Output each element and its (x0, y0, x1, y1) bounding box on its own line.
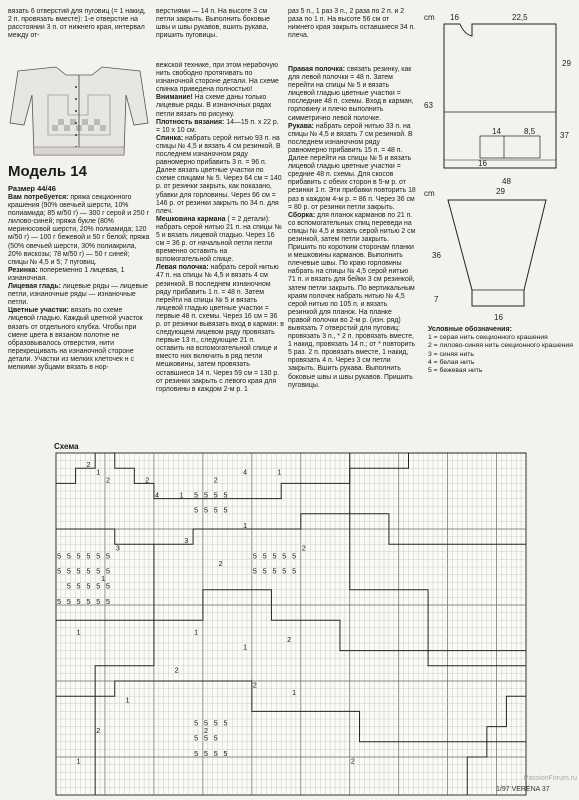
chart-color-label: 1 (179, 492, 184, 500)
schema-label: Схема (54, 442, 79, 451)
chart-symbol: 5 (213, 507, 218, 515)
paragraph-heading: Вам потребуется: (8, 194, 69, 201)
paragraph: Сборка: для планок карманов по 21 п. со вспомогательных спиц переведи на спицы № 4,5 и вязать серой нитью 2 см резинкой, затем петли закрыть. Пришить по коротким сторонам планки и мешковины карманов. Выполнить плечевые швы. По краю горловины набрать на спицы № 4,5 серой нитью 71 п. и вязать для бейки 3 см резинкой, затем петли закрыть. По вертикальным краям полочек набрать нитью № 4,5 серой нитью по 105 п. и вязать резинкой для планок. На планке правой полочки во 2-м р. (изн. ряд) вывязать 7 отверстий для пуговиц: провязать 3 п., * 2 п. провязать вместе, 1 накид, провязать 14 п.; от * повторить 5 раз. 2 п. провязать вместе, 1 накид, провязать 4 п. Через 3 см петли закрыть. Вшить рукава. Выполнить боковые швы и швы рукавов. Пришить пуговицы. (288, 211, 416, 389)
front-back-diagram (420, 8, 575, 186)
text-column-2-top: верстиями — 14 п. На высоте 3 см петли закрыть. Выполнить боковые швы и швы рукавов, вшить рукава, пришить пуговицы. (156, 8, 270, 40)
paragraph: Внимание! На схеме даны только лицевые ряды. В изнаночных рядах петли вязать по рисунку. (156, 94, 272, 118)
chart-symbol: 5 (194, 720, 199, 728)
chart-symbol: 5 (96, 598, 101, 606)
chart-color-label: 1 (243, 644, 248, 652)
text-column-3-top: раз 5 п., 1 раз 3 п., 2 раза по 2 п. и 2 раза по 1 п. На высоте 56 см от нижнего края закрыть оставшиеся 34 п. плеча. (288, 8, 416, 40)
diag2-bottom: 16 (494, 313, 503, 322)
chart-symbol: 5 (213, 720, 218, 728)
paragraph: Лицевая гладь: лицевые ряды — лицевые петли, изнаночные ряды — изнаночные петли. (8, 283, 148, 307)
paragraph: Левая полочка: набрать серой нитью 47 п. на спицы № 4,5 и вязать 4 см резинкой. В последнем изнаночном ряду прибавить 1 п. = 48 п. Затем перейти на спицы № 5 и вязать лицевой гладью цветные участки = первые 48 п. схемы. Через 16 см = 36 р. от резинки вывязать вход в карман: в следующем лицевом ряду провязать первые 13 п., следующие 21 п. оставить на вспомогательной спице и вместо них включить в ряд петли мешковины, затем провязать оставшиеся 14 п. Через 59 см = 130 р. от резинки закрыть с левого края для горловины в каждом 2-м р. 1 (156, 264, 284, 393)
paragraph-heading: Правая полочка: (288, 66, 346, 73)
paragraph: вежской технике, при этом нерабочую нить свободно протягивать по изнаночной стороне детали. На схеме спинка приведена полностью! (156, 62, 279, 94)
grid-lines (56, 453, 526, 795)
chart-symbol: 5 (203, 720, 208, 728)
chart-symbol: 5 (223, 720, 228, 728)
chart-color-label: 2 (213, 477, 218, 485)
paragraph-heading: Лицевая гладь: (8, 283, 61, 291)
chart-symbol: 5 (106, 598, 110, 606)
chart-symbol: 5 (57, 553, 61, 561)
chart-symbol: 5 (272, 568, 277, 576)
chart-symbol: 5 (194, 492, 199, 500)
diag1-top-left: 16 (450, 13, 459, 22)
chart-color-label: 3 (184, 538, 189, 546)
chart-symbol: 5 (223, 492, 228, 500)
chart-color-label: 4 (154, 492, 159, 500)
chart-symbol: 5 (203, 492, 208, 500)
chart-color-label: 1 (292, 690, 296, 698)
diag2-top: 29 (496, 187, 505, 196)
paragraph-heading: Сборка: (288, 211, 316, 219)
chart-symbol: 5 (203, 507, 208, 515)
chart-symbol: 5 (66, 568, 71, 576)
diag1-right1: 29 (562, 59, 571, 68)
chart-symbol: 5 (292, 568, 296, 576)
diag2-left: 36 (432, 251, 441, 260)
chart-symbol: 5 (252, 553, 257, 561)
diag1-bottom: 48 (502, 177, 511, 186)
chart-color-label: 2 (287, 636, 292, 644)
chart-symbol: 5 (96, 553, 101, 561)
chart-symbol: 5 (96, 583, 101, 591)
paragraph: Мешковина кармана ( = 2 детали): набрать серой нитью 21 п. на спицы № 5 и вязать лицевой гладью. Через 16 см = 36 р. от начальной петли петли временно оставить на вспомогательной спице. (156, 215, 282, 264)
diag1-mid2: 8,5 (524, 127, 536, 136)
legend-item: 5 = бежевая нить (428, 367, 483, 375)
chart-symbol: 5 (76, 598, 81, 606)
diag1-right2: 37 (560, 131, 569, 140)
chart-color-label: 2 (218, 560, 223, 568)
chart-color-label: 4 (243, 469, 248, 477)
chart-symbol: 5 (86, 553, 91, 561)
chart-color-label: 2 (106, 477, 110, 485)
chart-symbol: 5 (194, 735, 199, 743)
paragraph: Рукава: набрать серой нитью 33 п. на спицы № 4,5 и вязать 7 см резинкой. В последнем изнаночном ряду равномерно прибавить 15 п. = 48 п. Далее перейти на спицы № 5 и вязать лицевой гладью цветные участки = средние 48 п. схемы. Для скосов прибавить с обеих сторон в 5-м р. от резинки 1 п. Эти прибавки повторить 18 раз в каждом 4-м р. = 86 п. Через 36 см = 80 р. от резинки петли закрыть. (288, 122, 416, 211)
paragraph: Цветные участки: вязать по схеме лицевой гладью. Каждый цветной участок вязать от отдельного клубка. Чтобы при смене цвета в вязаном полотне не образовывалось отверстия, нити перекрещивать на изнаночной стороне детали. Участки из мелких клеточек н с мелкими зубцами вязать в нор- (8, 307, 143, 371)
legend-item: 4 = белая нить (428, 358, 475, 366)
chart-symbol: 5 (57, 568, 61, 576)
diag2-cm: cm (424, 189, 435, 198)
paragraph: Правая полочка: связать резинку, как для левой полочки = 48 п. Затем перейти на спицы № 5 и вязать лицевой гладью цветные участки = последние 48 п. схемы. Вход в карман, горловину и плечо выполнить симметрично левой полочке. (288, 66, 414, 122)
chart-symbol: 5 (96, 568, 101, 576)
paragraph-heading: Резинка: (8, 266, 38, 274)
colorwork-chart-grid (55, 452, 527, 796)
chart-color-label: 1 (96, 469, 101, 477)
watermark: PassionForum.ru (523, 775, 577, 782)
chart-symbol: 5 (203, 750, 208, 758)
text-column-2 (156, 62, 284, 430)
chart-color-label: 2 (86, 462, 91, 470)
chart-symbol: 5 (86, 598, 91, 606)
legend-item: 2 = лилово-синяя нить секционного крашения (428, 342, 573, 350)
chart-symbol: 5 (66, 553, 71, 561)
text-column-1 (8, 194, 150, 432)
chart-symbol: 5 (213, 735, 218, 743)
chart-symbol: 5 (66, 598, 71, 606)
paragraph-heading: Цветные участки: (8, 307, 69, 315)
chart-symbol: 5 (272, 553, 277, 561)
chart-symbol: 5 (252, 568, 257, 576)
legend-title: Условные обозначения: (428, 326, 512, 333)
chart-color-label: 1 (76, 629, 81, 637)
chart-symbol: 5 (262, 553, 267, 561)
chart-color-label: 1 (101, 576, 106, 584)
paragraph-heading: Левая полочка: (156, 264, 209, 272)
diag1-left: 63 (424, 101, 433, 110)
paragraph-heading: Мешковина кармана (156, 215, 226, 223)
chart-symbol: 5 (86, 583, 91, 591)
chart-symbol: 5 (203, 735, 208, 743)
chart-color-label: 2 (350, 758, 355, 766)
chart-symbol: 5 (282, 568, 287, 576)
chart-symbol: 5 (213, 750, 218, 758)
chart-color-label: 2 (145, 477, 150, 485)
legend (428, 326, 574, 375)
chart-color-label: 2 (96, 728, 101, 736)
text-column-1-top: вязать 6 отверстий для пуговиц (= 1 накид, 2 п. провязать вместе): 1-е отверстие на расстоянии 3 п. от нижнего края, интервал между от- (8, 8, 146, 40)
chart-symbol: 5 (282, 553, 287, 561)
paragraph-heading: Спинка: (156, 134, 184, 142)
chart-symbol: 5 (76, 553, 81, 561)
chart-symbol: 5 (223, 750, 228, 758)
chart-color-label: 2 (252, 682, 257, 690)
page-footer: 1/97 VERENA 37 (496, 786, 550, 793)
sweater-illustration (8, 65, 150, 159)
chart-symbol: 5 (292, 553, 296, 561)
chart-symbol: 5 (66, 583, 71, 591)
legend-item: 3 = синяя нить (428, 350, 474, 358)
paragraph: Плотность вязания: 14—15 п. х 22 р. = 10 х 10 см. (156, 118, 279, 134)
chart-symbol: 5 (106, 583, 110, 591)
text-column-3 (288, 66, 416, 434)
chart-color-label: 3 (115, 545, 120, 553)
diag1-top-right: 22,5 (512, 13, 528, 22)
diag1-mid3: 16 (478, 159, 487, 168)
chart-symbol: 5 (57, 598, 61, 606)
chart-symbol: 5 (194, 750, 199, 758)
sleeve-diagram (420, 184, 575, 324)
paragraph-heading: Рукава: (288, 122, 314, 130)
paragraph: Вам потребуется: пряжа секционного крашения (90% овечьей шерсти, 10% полиамида; 85 м/50 г) — 300 г серой и 250 г лилово-синей; пряжа букле (80% мериносовой шерсти, 20% полиамида; 120 м/50 г) — 100 г бежевой и 50 г белой; пряжа (50% овечьей шерсти, 30% полиакрила, 20% вискозы; 78 м/50 г) — 50 г синей; спицы № 4,5 и 5; 7 пуговиц. (8, 194, 150, 266)
paragraph: Резинка: попеременно 1 лицевая, 1 изнаночная. (8, 266, 125, 282)
chart-symbol: 5 (194, 507, 199, 515)
diag1-mid1: 14 (492, 127, 501, 136)
diag2-left2: 7 (434, 295, 439, 304)
chart-symbol: 5 (213, 492, 218, 500)
chart-symbol: 5 (106, 568, 110, 576)
chart-color-label: 1 (194, 629, 199, 637)
chart-symbol: 5 (262, 568, 267, 576)
chart-color-label: 1 (76, 758, 81, 766)
chart-color-label: 1 (277, 469, 282, 477)
chart-symbol: 5 (106, 553, 110, 561)
chart-color-label: 2 (301, 545, 306, 553)
legend-item: 1 = серая нить секционного крашения (428, 334, 548, 342)
paragraph-heading: Внимание! (156, 94, 193, 102)
paragraph-heading: Плотность вязания: (156, 118, 225, 126)
chart-color-label: 2 (174, 667, 179, 675)
chart-symbol: 5 (86, 568, 91, 576)
chart-symbol: 5 (76, 583, 81, 591)
size-label: Размер 44/46 (8, 184, 56, 193)
chart-symbol: 5 (76, 568, 81, 576)
chart-color-label: 1 (125, 697, 130, 705)
chart-symbol: 5 (223, 507, 228, 515)
diag1-cm: cm (424, 13, 435, 22)
model-title: Модель 14 (8, 163, 87, 180)
chart-color-label: 2 (203, 728, 208, 736)
paragraph: Спинка: набрать серой нитью 93 п. на спицы № 4,5 и вязать 4 см резинкой. В последнем изнаночном ряду равномерно прибавить 3 п. = 96 п. Далее вязать цветные участки по схеме спицами № 5. Через 64 см = 140 р. от резинки закрыть, как показано, убавки для горловины. Через 66 см = 146 р. от резинки закрыть по 34 п. для плеч. (156, 134, 282, 215)
chart-color-label: 1 (243, 522, 248, 530)
